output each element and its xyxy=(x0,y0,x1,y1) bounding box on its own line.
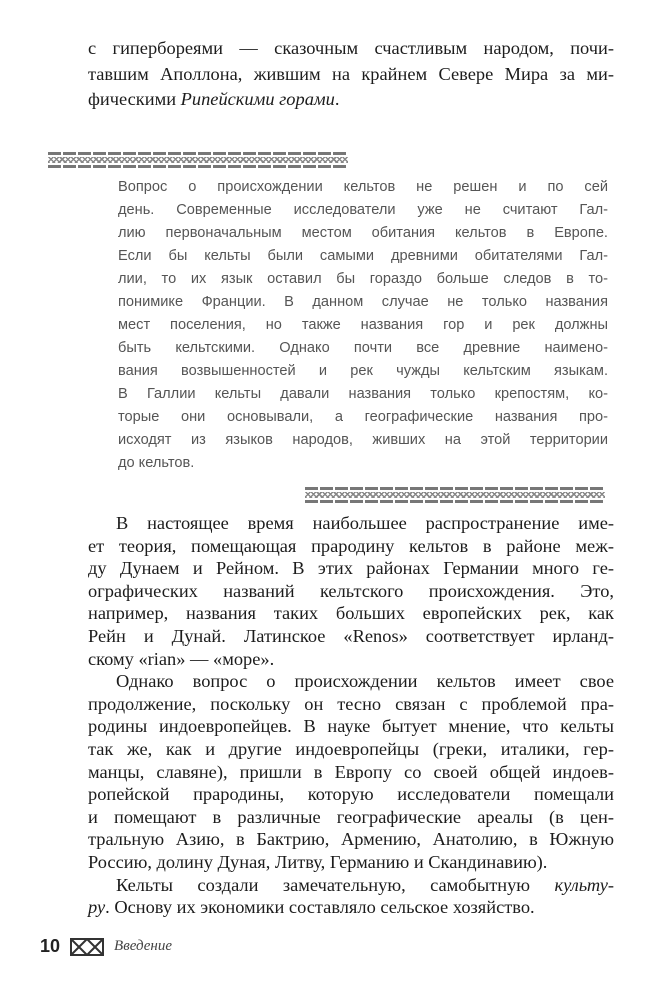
body-text xyxy=(88,512,614,919)
text-line: мест поселения, но также названия гор и рек должны xyxy=(118,317,608,333)
text-line: так же, как и другие индоевропейцы (греки, италики, гер- xyxy=(88,738,614,759)
text-line: лии, то их язык оставил бы гораздо больше следов в то- xyxy=(118,271,608,287)
text-line: понимике Франции. В данном случае не только названия xyxy=(118,294,608,310)
text-line: фическими Рипейскими горами. xyxy=(88,89,340,110)
text-line: ет теория, помещающая прародину кельтов в районе меж- xyxy=(88,535,614,556)
text-line: ропейской прародины, которую исследователи помещали xyxy=(88,784,614,805)
text-line: В настоящее время наибольшее распространение име- xyxy=(116,513,614,533)
text-line: например, названия таких больших европейских рек, как xyxy=(88,603,614,624)
text-line: В Галлии кельты давали названия только крепостям, ко- xyxy=(118,386,608,402)
sidebar-note xyxy=(118,176,608,475)
celtic-knot-icon xyxy=(70,938,104,956)
text-line: с гипербореями — сказочным счастливым народом, почи- xyxy=(88,38,614,58)
text-line: Рейн и Дунай. Латинское «Renos» соответствует ирланд- xyxy=(88,625,614,646)
text-line: до кельтов. xyxy=(118,455,195,471)
text-line: торые они основывали, а географические названия про- xyxy=(118,409,608,425)
text-line: тральную Азию, в Бактрию, Армению, Анатолию, в Южную xyxy=(88,829,614,850)
text-line: Однако вопрос о происхождении кельтов имеет свое xyxy=(116,671,614,692)
text-line: продолжение, поскольку он тесно связан с проблемой пра- xyxy=(88,693,614,714)
text-line: быть кельтскими. Однако почти все древние наимено- xyxy=(118,340,608,356)
text-line: Если бы кельты были самыми древними обитателями Гал- xyxy=(118,248,608,264)
paragraph xyxy=(88,670,614,873)
text-line: ру. Основу их экономики составляло сельское хозяйство. xyxy=(88,897,535,918)
page-footer xyxy=(40,936,172,957)
text-line: лию первоначальным местом обитания кельтов в Европе. xyxy=(118,225,608,241)
text-line: вания возвышенностей и рек чужды кельтским языкам. xyxy=(118,363,608,379)
paragraph xyxy=(88,512,614,670)
text-line: и помещают в различные географические ареалы (в цен- xyxy=(88,806,614,827)
text-line: день. Современные исследователи уже не считают Гал- xyxy=(118,202,608,218)
text-line: родины индоевропейцев. В науке бытует мнение, что кельты xyxy=(88,716,614,737)
celtic-ornament-bottom xyxy=(305,487,605,503)
text-line: ду Дунаем и Рейном. В этих районах Германии много ге- xyxy=(88,558,614,579)
text-line: скому «rian» — «море». xyxy=(88,648,275,669)
text-line: ографических названий кельтского происхождения. Это, xyxy=(88,580,614,601)
section-title: Введение xyxy=(114,938,173,954)
paragraph xyxy=(88,874,614,919)
text-line: исходят из языков народов, живших на этой территории xyxy=(118,432,608,448)
text-line: Россию, долину Дуная, Литву, Германию и Скандинавию). xyxy=(88,851,548,872)
text-line: тавшим Аполлона, жившим на крайнем Севере Мира за ми- xyxy=(88,63,614,84)
page-number: 10 xyxy=(40,936,61,956)
text-line: Кельты создали замечательную, самобытную культу- xyxy=(116,874,614,895)
text-line: манцы, славяне), пришли в Европу со своей общей индоев- xyxy=(88,761,614,782)
text-line: Вопрос о происхождении кельтов не решен и по сей xyxy=(118,179,608,195)
top-paragraph xyxy=(88,36,614,113)
celtic-ornament-top xyxy=(48,152,348,168)
